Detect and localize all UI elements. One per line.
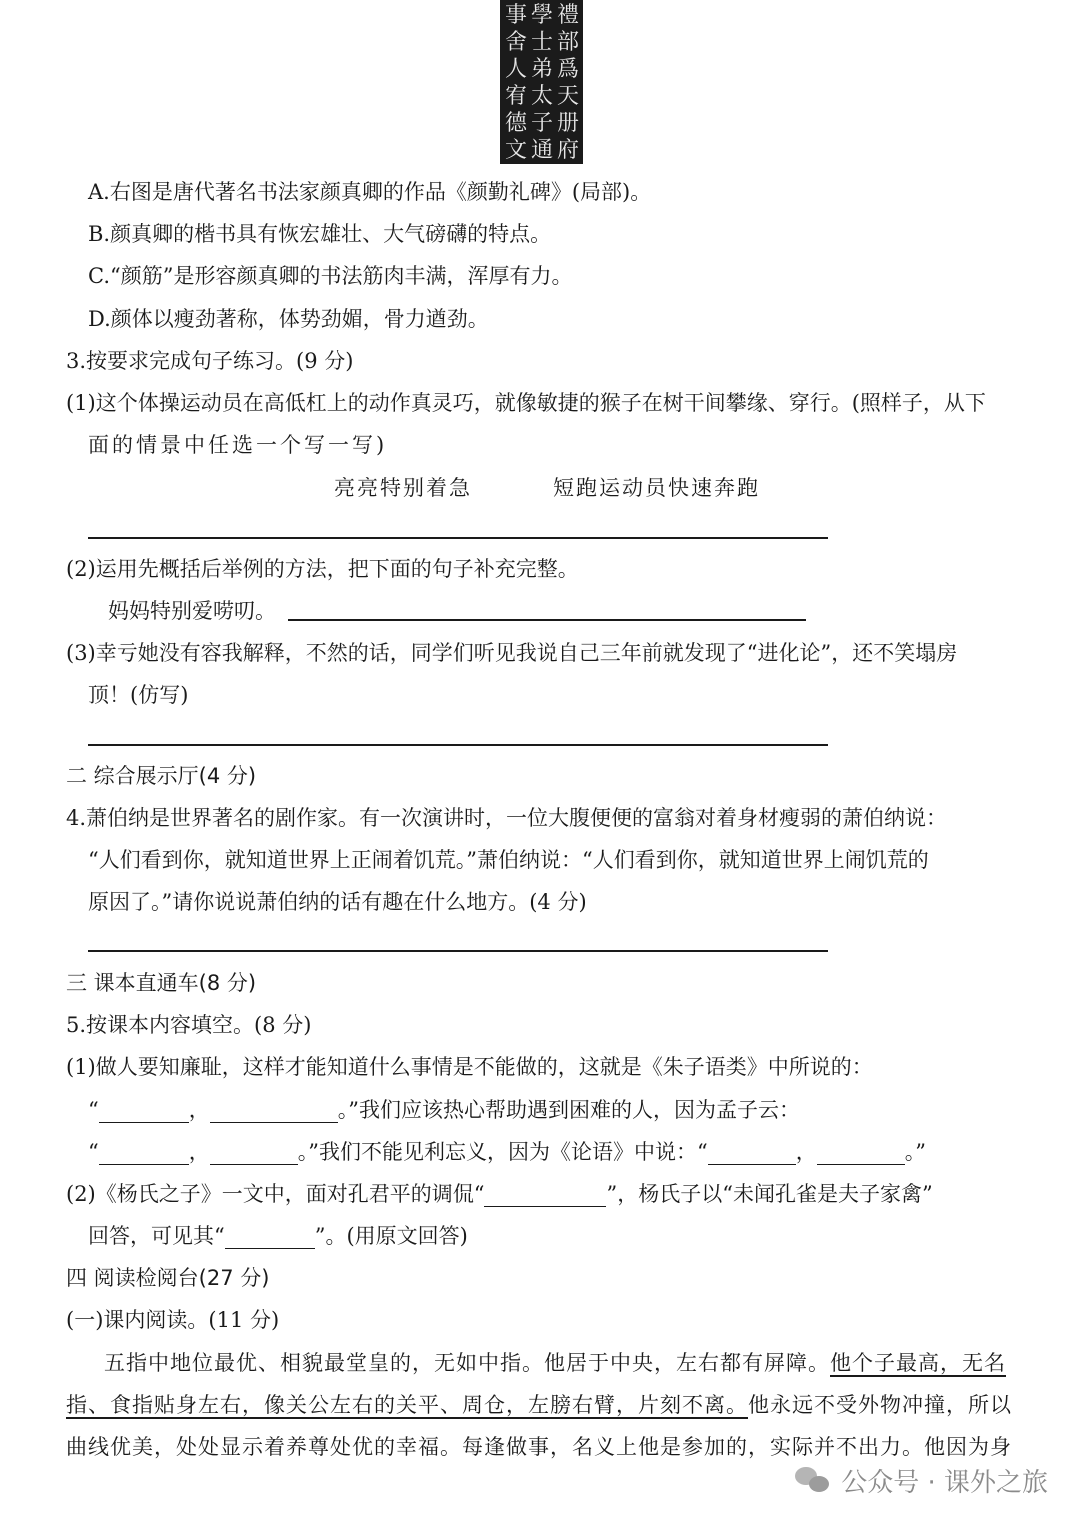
scenario-option-2: 短跑运动员快速奔跑: [553, 476, 760, 500]
line-end: ”，杨氏子以“未闻孔雀是夫子家禽”: [606, 1182, 933, 1206]
line-mid: 。”我们不能见利忘义，因为《论语》中说：“: [297, 1140, 708, 1164]
passage-line-2: [66, 1391, 1012, 1419]
line-end: 。”: [904, 1140, 926, 1164]
line-start: 回答，可见其“: [88, 1224, 225, 1248]
blank-5-1-d[interactable]: [210, 1142, 298, 1165]
question-5-1-line-2: [88, 1096, 800, 1124]
question-3-3-line-1: (3)幸亏她没有容我解释，不然的话，同学们听见我说自己三年前就发现了“进化论”，还不笑塌房: [66, 641, 958, 665]
watermark: [795, 1460, 1048, 1500]
rubbing-column-2: 學士弟太子通: [530, 3, 553, 163]
reading-1-title: (一)课内阅读。(11 分): [66, 1308, 280, 1332]
comma: ，: [188, 1140, 210, 1164]
question-5-1-line-1: (1)做人要知廉耻，这样才能知道什么事情是不能做的，这就是《朱子语类》中所说的：: [66, 1055, 873, 1079]
blank-5-1-c[interactable]: [99, 1142, 189, 1165]
passage-line-1: [104, 1349, 1006, 1377]
answer-line-3-2[interactable]: [288, 619, 806, 621]
question-3-1-line-1: (1)这个体操运动员在高低杠上的动作真灵巧，就像敏捷的猴子在树干间攀缘、穿行。(照样子，从下: [66, 391, 986, 415]
scenario-option-1: 亮亮特别着急: [334, 476, 472, 500]
passage-underlined-text: 指、食指贴身左右，像关公左右的关平、周仓，左膀右臂，片刻不离。: [66, 1393, 748, 1417]
question-4-line-3: 原因了。”请你说说萧伯纳的话有趣在什么地方。(4 分): [88, 890, 587, 914]
option-c: C.“颜筋”是形容颜真卿的书法筋肉丰满，浑厚有力。: [88, 264, 573, 288]
question-3-2: (2)运用先概括后举例的方法，把下面的句子补充完整。: [66, 557, 579, 581]
blank-5-1-e[interactable]: [708, 1142, 796, 1165]
blank-5-2-a[interactable]: [484, 1184, 606, 1207]
section-2-heading: 二 综合展示厅(4 分): [66, 764, 257, 788]
question-4-line-1: 4.萧伯纳是世界著名的剧作家。有一次演讲时，一位大腹便便的富翁对着身材瘦弱的萧伯纳说：: [66, 806, 948, 830]
question-3-1-line-2: 面的情景中任选一个写一写): [88, 433, 388, 457]
blank-5-2-b[interactable]: [225, 1226, 315, 1249]
question-5-1-line-3: [88, 1138, 926, 1166]
line-end: ”。(用原文回答): [314, 1224, 468, 1248]
passage-text: 他永远不受外物冲撞，所以: [748, 1393, 1012, 1417]
answer-line-3-3[interactable]: [88, 744, 828, 746]
blank-5-1-f[interactable]: [817, 1142, 905, 1165]
question-3-title: 3.按要求完成句子练习。(9 分): [66, 349, 354, 373]
line-rest: 。”我们应该热心帮助遇到困难的人，因为孟子云：: [337, 1098, 800, 1122]
quote-open: “: [88, 1140, 99, 1164]
passage-line-3: 曲线优美，处处显示着养尊处优的幸福。每逢做事，名义上他是参加的，实际并不出力。他因为身: [66, 1435, 1012, 1459]
comma: ，: [188, 1098, 210, 1122]
option-d: D.颜体以瘦劲著称，体势劲媚，骨力遒劲。: [88, 307, 489, 331]
rubbing-column-3: 事舍人宥德文: [504, 3, 527, 163]
question-3-2-sentence: 妈妈特别爱唠叨。: [108, 599, 276, 623]
calligraphy-rubbing-image: [500, 0, 583, 164]
blank-5-1-a[interactable]: [99, 1100, 189, 1123]
option-b: B.颜真卿的楷书具有恢宏雄壮、大气磅礴的特点。: [88, 222, 552, 246]
section-4-heading: 四 阅读检阅台(27 分): [66, 1266, 270, 1290]
passage-underlined-text: 他个子最高，无名: [830, 1351, 1006, 1375]
wechat-icon: [795, 1465, 831, 1495]
question-5-title: 5.按课本内容填空。(8 分): [66, 1013, 312, 1037]
section-3-heading: 三 课本直通车(8 分): [66, 971, 257, 995]
question-4-line-2: “人们看到你，就知道世界上正闹着饥荒。”萧伯纳说：“人们看到你，就知道世界上闹饥荒的: [88, 848, 929, 872]
answer-line-3-1[interactable]: [88, 537, 828, 539]
quote-open: “: [88, 1098, 99, 1122]
comma: ，: [795, 1140, 817, 1164]
question-3-3-line-2: 顶！(仿写): [88, 683, 189, 707]
question-5-2-line-2: [88, 1222, 468, 1250]
question-5-2-line-1: [66, 1180, 933, 1208]
option-a: A.右图是唐代著名书法家颜真卿的作品《颜勤礼碑》(局部)。: [88, 180, 652, 204]
blank-5-1-b[interactable]: [210, 1100, 338, 1123]
line-start: (2)《杨氏之子》一文中，面对孔君平的调侃“: [66, 1182, 485, 1206]
rubbing-column-1: 禮部爲天册府: [556, 3, 579, 163]
passage-text: 五指中地位最优、相貌最堂皇的，无如中指。他居于中央，左右都有屏障。: [104, 1351, 830, 1375]
answer-line-4[interactable]: [88, 950, 828, 952]
watermark-text: 公众号 · 课外之旅: [841, 1467, 1048, 1498]
